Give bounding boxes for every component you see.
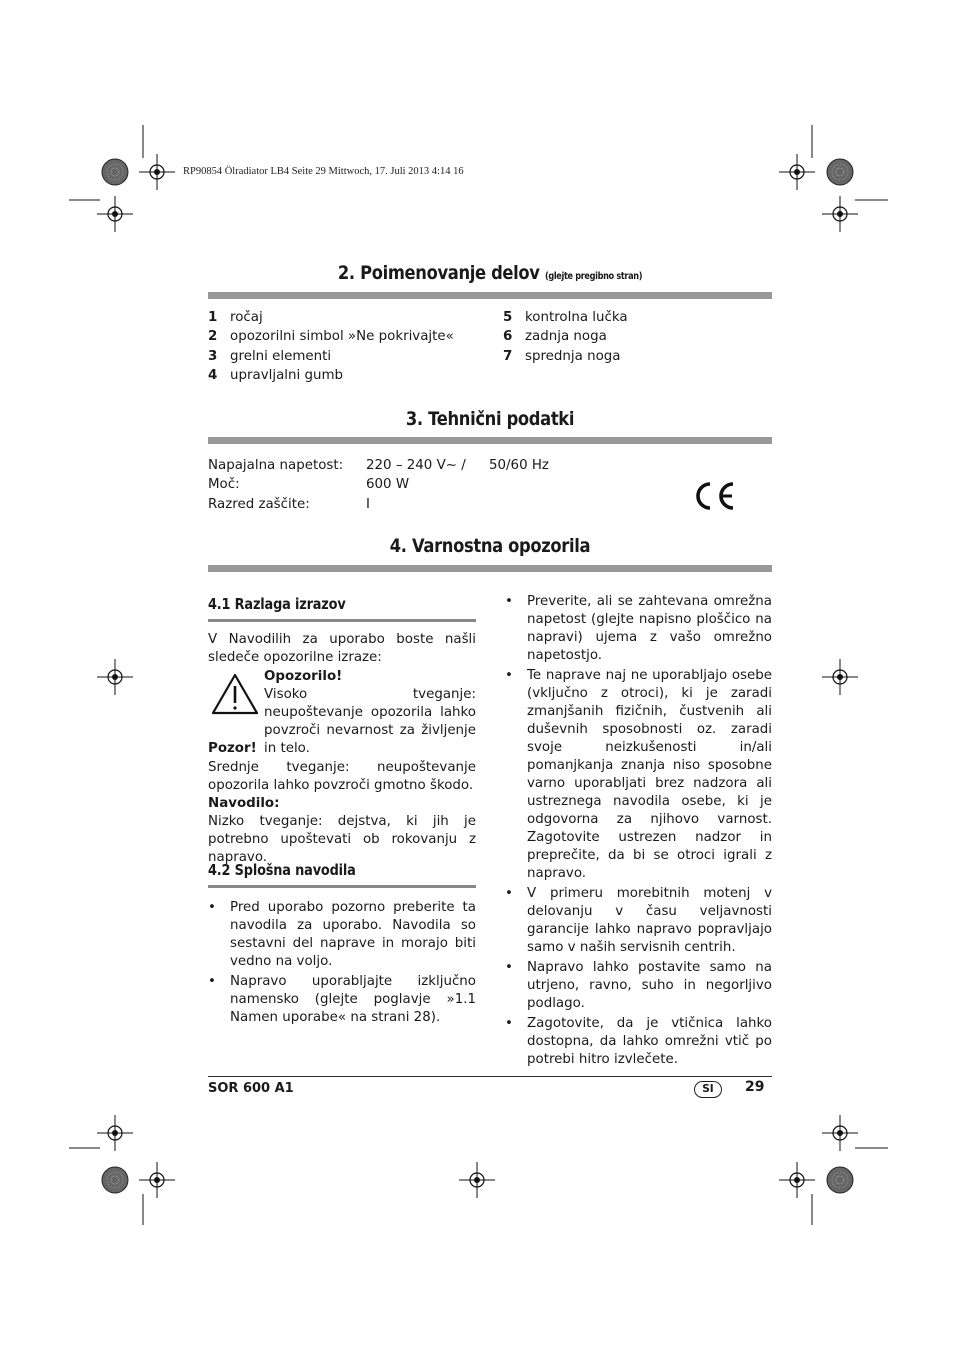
tech-extra bbox=[489, 456, 549, 475]
list-item bbox=[208, 329, 454, 344]
page-number: 29 bbox=[745, 1079, 765, 1095]
caution-text: Srednje tveganje: neupoštevanje opozorila lahko povzroči gmotno škodo. bbox=[208, 760, 476, 793]
list-item: • V primeru morebitnih motenj v delovanju v času veljavnosti garancije lahko napravo popravljajo samo v naših servisnih centrih. bbox=[505, 885, 772, 957]
print-slug: RP90854 Ölradiator LB4 Seite 29 Mittwoch, 17. Juli 2013 4:14 16 bbox=[183, 166, 464, 177]
list-item: • Zagotovite, da je vtičnica lahko dostopna, da lahko omrežni vtič po potrebi hitro izvlečete. bbox=[505, 1015, 772, 1069]
subsection-4-1-title: 4.1 Razlaga izrazov bbox=[208, 595, 346, 613]
note-text: Nizko tveganje: dejstva, ki jih je potrebno upoštevati ob rokovanju z napravo. bbox=[208, 814, 476, 865]
tech-label: Moč: bbox=[208, 477, 240, 493]
item-number: 3 bbox=[208, 349, 218, 364]
tech-value: 220 – 240 V~ / bbox=[366, 458, 466, 473]
list-item bbox=[208, 368, 343, 383]
section3-title: 3. Tehnični podatki bbox=[405, 408, 575, 430]
list-item: • Napravo uporabljajte izključno namensko (glejte poglavje »1.1 Namen uporabe« na strani 28). bbox=[208, 973, 476, 1027]
language-badge: SI bbox=[694, 1081, 722, 1098]
general-instructions-list bbox=[208, 899, 476, 1029]
warning-text: Visoko tveganje: neupoštevanje opozorila lahko povzroči nevarnost za življenje in telo. bbox=[264, 687, 476, 756]
item-label: kontrolna lučka bbox=[525, 310, 628, 325]
footer-rule bbox=[208, 1076, 772, 1077]
item-number: 1 bbox=[208, 310, 218, 325]
footer-model: SOR 600 A1 bbox=[208, 1081, 294, 1096]
tech-label: Razred zaščite: bbox=[208, 496, 310, 512]
item-label: opozorilni simbol »Ne pokrivajte« bbox=[230, 329, 454, 344]
item-label: zadnja noga bbox=[525, 329, 607, 344]
item-number: 7 bbox=[503, 349, 513, 364]
safety-list bbox=[505, 593, 772, 1071]
list-item bbox=[208, 349, 331, 364]
section4-rule bbox=[208, 565, 772, 572]
item-number: 4 bbox=[208, 368, 218, 383]
list-item: • Preverite, ali se zahtevana omrežna napetost (glejte napisno ploščico na napravi) ujema z vašo omrežno napetostjo. bbox=[505, 593, 772, 665]
list-item: • Pred uporabo pozorno preberite ta navodila za uporabo. Navodila so sestavni del naprave in morajo biti vedno na voljo. bbox=[208, 899, 476, 971]
list-item: • Te naprave naj ne uporabljajo osebe (vključno z otroci), ki je zaradi zmanjšanih fizičnih, čustvenih ali duševnih sposobnosti oz. zaradi svoje neizkušenosti in/ali pomanjkanja znanja niso sposobne varno uporabljati brez nadzora ali ustreznega navodila osebe, ki je odgovorna za njihovo varnost. Zagotovite ustrezen nadzor in preprečite, da bi se otroci igrali z napravo. bbox=[505, 667, 772, 883]
subsection-4-1-rule bbox=[208, 619, 476, 622]
note-title: Navodilo: bbox=[208, 796, 280, 811]
intro-text: V Navodilih za uporabo boste našli sledeče opozorilne izraze: bbox=[208, 632, 476, 665]
section2-title: 2. Poimenovanje delov bbox=[337, 262, 540, 284]
section2-rule bbox=[208, 292, 772, 299]
list-item bbox=[503, 329, 607, 344]
list-item bbox=[503, 349, 620, 364]
list-item: • Napravo lahko postavite samo na utrjeno, ravno, suho in negorljivo podlago. bbox=[505, 959, 772, 1013]
ce-mark-icon bbox=[691, 481, 737, 511]
tech-value: 600 W bbox=[366, 477, 410, 493]
tech-frequency: 50/60 Hz bbox=[489, 458, 549, 473]
item-number: 2 bbox=[208, 329, 218, 344]
list-item bbox=[208, 310, 263, 325]
item-label: grelni elementi bbox=[230, 349, 332, 364]
warning-title: Opozorilo! bbox=[264, 669, 343, 684]
list-item bbox=[503, 310, 628, 325]
tech-labels bbox=[208, 456, 343, 514]
subsection-4-2-rule bbox=[208, 885, 476, 888]
item-label: upravljalni gumb bbox=[230, 368, 343, 383]
item-number: 6 bbox=[503, 329, 513, 344]
tech-values bbox=[366, 456, 466, 514]
section3-rule bbox=[208, 437, 772, 444]
caution-title: Pozor! bbox=[208, 741, 257, 756]
tech-value: I bbox=[366, 496, 370, 512]
item-number: 5 bbox=[503, 310, 513, 325]
item-label: sprednja noga bbox=[525, 349, 621, 364]
section2-heading bbox=[247, 262, 732, 284]
tech-label: Napajalna napetost: bbox=[208, 458, 344, 473]
subsection-4-2-title: 4.2 Splošna navodila bbox=[208, 861, 356, 879]
section2-subtitle: (glejte pregibno stran) bbox=[544, 271, 643, 282]
warning-triangle-icon bbox=[210, 672, 260, 716]
item-label: ročaj bbox=[230, 310, 263, 325]
section4-title: 4. Varnostna opozorila bbox=[389, 535, 591, 557]
